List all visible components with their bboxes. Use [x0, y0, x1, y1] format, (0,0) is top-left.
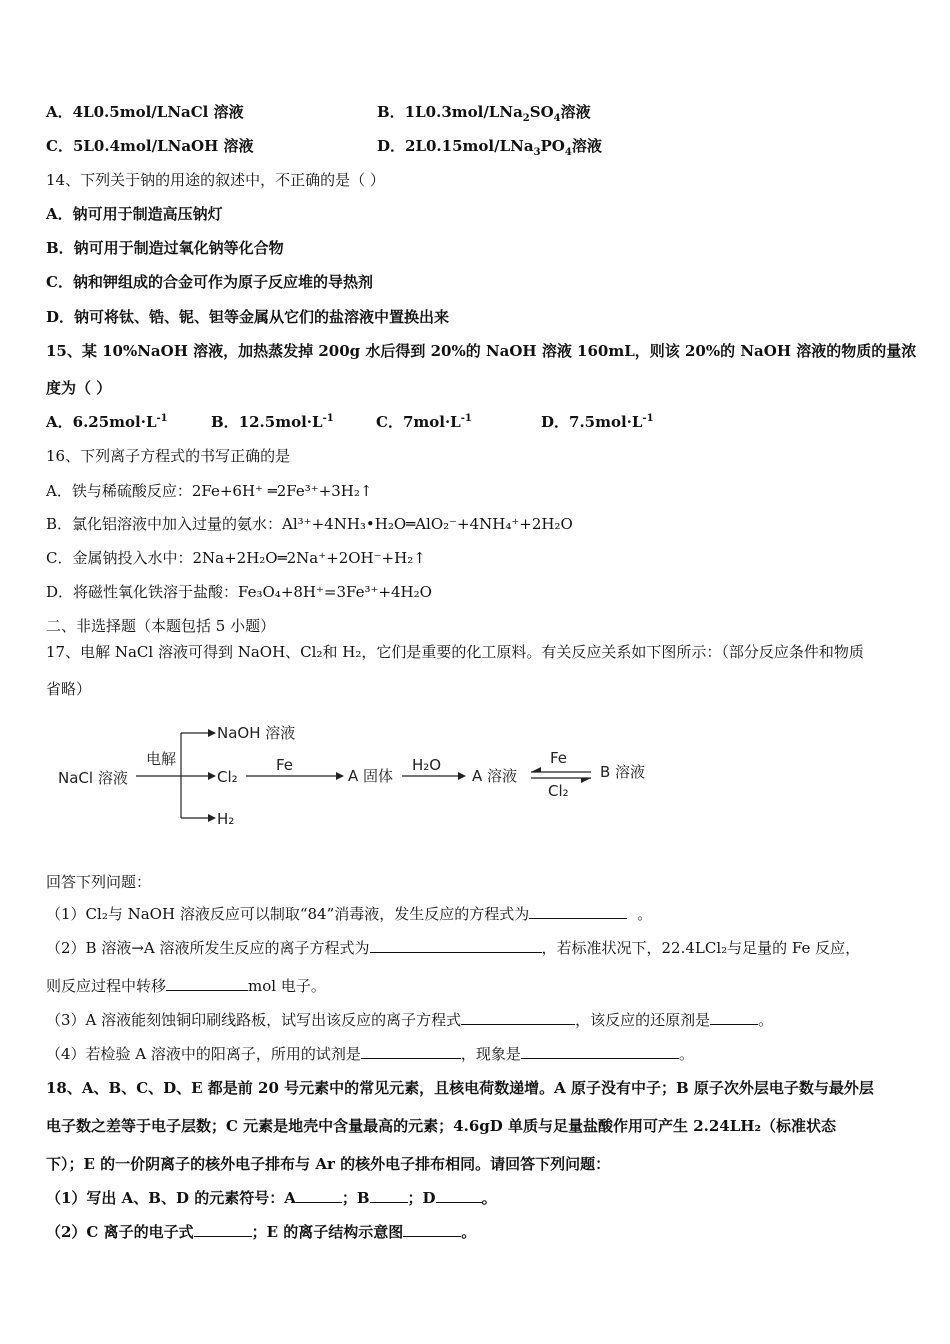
- q18-p2-post: 。: [461, 1223, 477, 1241]
- diagram-fe2-label: Fe: [550, 749, 568, 767]
- q13-b-text: B．1L0.3mol/LNa: [377, 103, 523, 121]
- q18-p1-text: （1）写出 A、B、D 的元素符号：A: [46, 1189, 296, 1207]
- q15-b-exp: -1: [322, 413, 334, 424]
- q18-stem-line3: 下）；E 的一价阴离子的核外电子排布与 Ar 的核外电子排布相同。请回答下列问题：: [46, 1155, 611, 1173]
- q13-d-sub1: 3: [533, 147, 541, 158]
- q16-option-d: D．将磁性氧化铁溶于盐酸：Fe₃O₄+8H⁺=3Fe³⁺+4H₂O: [46, 583, 432, 601]
- q16-option-c: C．金属钠投入水中：2Na+2H₂O═2Na⁺+2OH⁻+H₂↑: [46, 549, 426, 567]
- answer-blank[interactable]: [403, 1222, 461, 1237]
- q13-d-sub2: 4: [564, 147, 572, 158]
- q15-c-text: C．7mol·L: [376, 413, 461, 431]
- q16-option-b: B．氯化铝溶液中加入过量的氨水：Al³⁺+4NH₃•H₂O═AlO₂⁻+4NH₄⁺+2H₂O: [46, 515, 573, 533]
- q15-a-text: A．6.25mol·L: [46, 413, 157, 431]
- q13-option-c: C．5L0.4mol/LNaOH 溶液: [46, 137, 254, 155]
- diagram-arrowhead-h2: [208, 814, 216, 822]
- diagram-arrowhead-h2o: [458, 772, 466, 780]
- reaction-diagram: [56, 718, 676, 833]
- q18-p2-mid: ；E 的离子结构示意图: [251, 1223, 404, 1241]
- q17-answer-intro: 回答下列问题：: [46, 873, 152, 891]
- diagram-a-solution: A 溶液: [472, 767, 518, 785]
- q18-stem-line1: 18、A、B、C、D、E 都是前 20 号元素中的常见元素，且核电荷数递增。A 原子没有中子；B 原子次外层电子数与最外层: [46, 1079, 874, 1097]
- q14-stem: 14、下列关于钠的用途的叙述中，不正确的是（ ）: [46, 171, 385, 189]
- q13-option-row-1: [46, 102, 244, 122]
- q17-p2a-post: ，若标准状况下，22.4LCl₂与足量的 Fe 反应，: [541, 939, 861, 957]
- q13-b-mid: SO: [529, 103, 554, 121]
- q15-options: [46, 412, 654, 432]
- answer-blank[interactable]: [296, 1188, 342, 1203]
- q17-part2-line2: [46, 976, 326, 996]
- q14-option-b: B．钠可用于制造过氧化钠等化合物: [46, 239, 284, 257]
- q15-option-a: [46, 412, 211, 432]
- q13-d-mid: PO: [540, 137, 565, 155]
- answer-blank[interactable]: [710, 1010, 758, 1025]
- q13-d-text: D．2L0.15mol/LNa: [377, 137, 534, 155]
- q17-p4-text: （4）若检验 A 溶液中的阳离子，所用的试剂是: [46, 1045, 361, 1063]
- q13-b-sub1: 2: [522, 113, 530, 124]
- answer-blank[interactable]: [521, 1044, 679, 1059]
- diagram-cl2: Cl₂: [217, 768, 238, 786]
- q18-p2-text: （2）C 离子的电子式: [46, 1223, 194, 1241]
- q15-option-c: [376, 412, 541, 432]
- q18-part1: [46, 1188, 497, 1208]
- q17-p1-post: 。: [637, 905, 653, 923]
- diagram-h2o-label: H₂O: [412, 756, 442, 774]
- q17-p2b-post: mol 电子。: [248, 977, 326, 995]
- diagram-arrowhead-to-a: [531, 767, 541, 772]
- answer-blank[interactable]: [361, 1044, 461, 1059]
- q17-p1-text: （1）Cl₂与 NaOH 溶液反应可以制取“84”消毒液，发生反应的方程式为: [46, 905, 530, 923]
- q13-d-post: 溶液: [571, 137, 602, 155]
- q13-option-row-2: [46, 136, 254, 156]
- q17-p3-text: （3）A 溶液能刻蚀铜印刷线路板，试写出该反应的离子方程式: [46, 1011, 462, 1029]
- answer-blank[interactable]: [370, 1188, 408, 1203]
- q13-b-post: 溶液: [560, 103, 591, 121]
- diagram-nacl: NaCl 溶液: [58, 769, 128, 787]
- diagram-naoh: NaOH 溶液: [217, 724, 296, 742]
- q18-p1-post: 。: [481, 1189, 497, 1207]
- q15-d-text: D．7.5mol·L: [541, 413, 643, 431]
- q17-stem-line2: 省略）: [46, 680, 92, 698]
- q13-option-a: A．4L0.5mol/LNaCl 溶液: [46, 103, 244, 121]
- q17-p3-mid: ，该反应的还原剂是: [575, 1011, 711, 1029]
- q13-option-b: [377, 102, 591, 122]
- q14-option-a: A．钠可用于制造高压钠灯: [46, 205, 223, 223]
- answer-blank[interactable]: [529, 904, 627, 919]
- q18-part2: [46, 1222, 476, 1242]
- q13-b-sub2: 4: [553, 113, 561, 124]
- diagram-arrowhead-naoh: [208, 729, 216, 737]
- q17-stem-line1: 17、电解 NaCl 溶液可得到 NaOH、Cl₂和 H₂，它们是重要的化工原料。有关反应关系如下图所示：（部分反应条件和物质: [46, 643, 864, 661]
- diagram-a-solid: A 固体: [348, 767, 394, 785]
- q15-stem-line2: 度为（ ）: [46, 379, 112, 397]
- q15-option-d: [541, 412, 654, 432]
- q18-stem-line2: 电子数之差等于电子层数；C 元素是地壳中含量最高的元素；4.6gD 单质与足量盐酸作用可产生 2.24LH₂（标准状态: [46, 1117, 837, 1135]
- q17-p3-post: 。: [758, 1011, 774, 1029]
- q16-stem: 16、下列离子方程式的书写正确的是: [46, 447, 291, 465]
- diagram-electrolysis: 电解: [146, 750, 177, 768]
- diagram-arrowhead-cl2: [208, 772, 216, 780]
- q17-p4-mid: ，现象是: [460, 1045, 521, 1063]
- q15-c-exp: -1: [460, 413, 472, 424]
- q17-part1: [46, 904, 652, 924]
- diagram-cl2b-label: Cl₂: [548, 782, 569, 800]
- q14-option-c: C．钠和钾组成的合金可作为原子反应堆的导热剂: [46, 273, 373, 291]
- q13-option-d: [377, 136, 602, 156]
- diagram-arrowhead-fe: [336, 772, 344, 780]
- q17-part3: [46, 1010, 773, 1030]
- diagram-arrowhead-to-b: [581, 778, 591, 783]
- q14-option-d: D．钠可将钛、锆、铌、钽等金属从它们的盐溶液中置换出来: [46, 308, 450, 326]
- answer-blank[interactable]: [166, 976, 248, 991]
- diagram-fe-label: Fe: [276, 756, 294, 774]
- answer-blank[interactable]: [194, 1222, 252, 1237]
- diagram-h2: H₂: [217, 810, 235, 828]
- q18-p1-s2: ；D: [407, 1189, 436, 1207]
- q15-option-b: [211, 412, 376, 432]
- section-heading: 二、非选择题（本题包括 5 小题）: [46, 617, 276, 635]
- answer-blank[interactable]: [461, 1010, 575, 1025]
- q15-stem-line1: 15、某 10%NaOH 溶液，加热蒸发掉 200g 水后得到 20%的 NaOH 溶液 160mL，则该 20%的 NaOH 溶液的物质的量浓: [46, 342, 917, 360]
- q15-d-exp: -1: [642, 413, 654, 424]
- answer-blank[interactable]: [436, 1188, 482, 1203]
- diagram-b-solution: B 溶液: [600, 763, 646, 781]
- q17-p2b-text: 则反应过程中转移: [46, 977, 167, 995]
- q15-a-exp: -1: [156, 413, 168, 424]
- q17-part4: [46, 1044, 694, 1064]
- q15-b-text: B．12.5mol·L: [211, 413, 323, 431]
- q17-p4-post: 。: [678, 1045, 694, 1063]
- q16-option-a: A．铁与稀硫酸反应：2Fe+6H⁺ ═2Fe³⁺+3H₂↑: [46, 482, 373, 500]
- q18-p1-s1: ；B: [341, 1189, 370, 1207]
- q17-part2-line1: [46, 938, 860, 958]
- answer-blank[interactable]: [370, 938, 542, 953]
- q17-p2a-text: （2）B 溶液→A 溶液所发生反应的离子方程式为: [46, 939, 370, 957]
